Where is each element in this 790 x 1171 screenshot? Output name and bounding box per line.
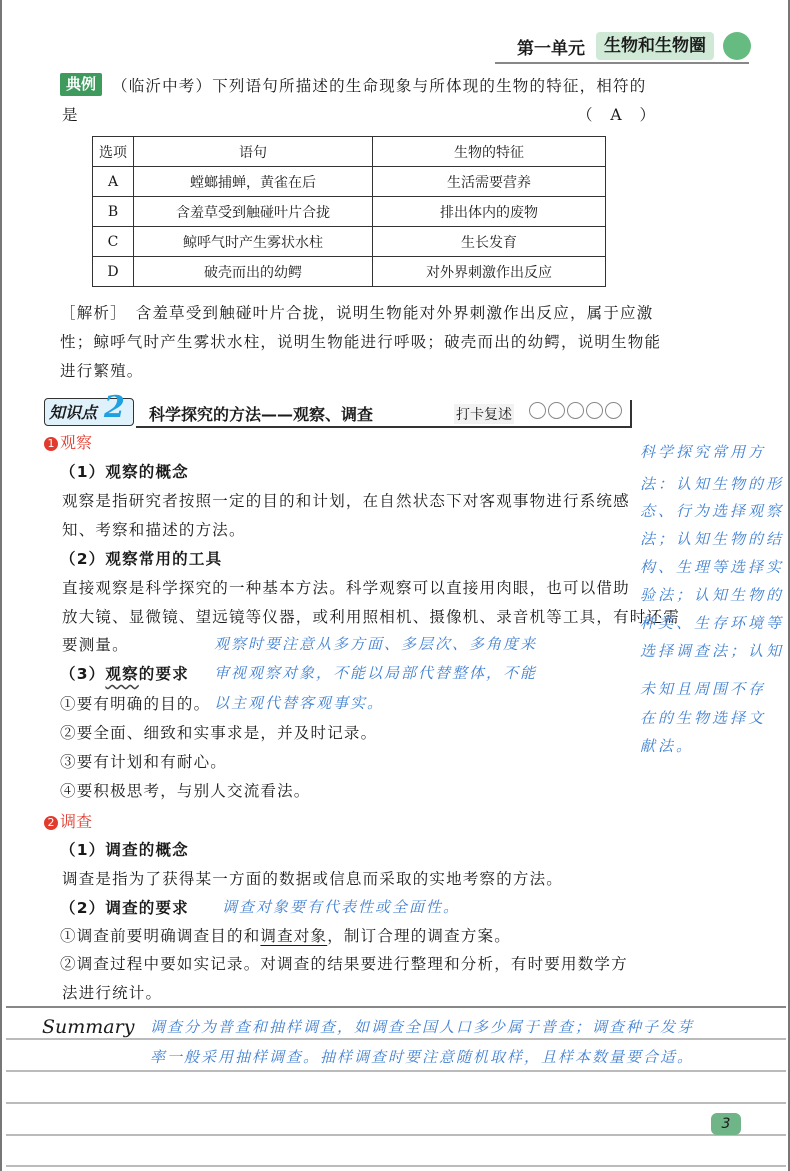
checkin-label: 打卡复述 [454,404,514,424]
marked-text: 调查对象 [260,927,328,945]
subheading-prefix: （3） [60,665,106,683]
green-circle-icon [723,32,751,60]
table-cell: A [93,167,134,197]
summary-note: 率一般采用抽样调查。抽样调查时要注意随机取样，且样本数量要合适。 [150,1048,695,1066]
table-cell: C [93,227,134,257]
table-cell: 含羞草受到触碰叶片合拢 [134,197,373,227]
answer: （ A ） [577,106,657,124]
section-number: 1 [44,437,58,451]
table-cell: B [93,197,134,227]
requirement-item: ④要积极思考，与别人交流看法。 [60,782,311,800]
knowledge-point-title: 科学探究的方法——观察、调查 [149,405,374,424]
note-line: 在的生物选择文 [640,709,767,727]
body-line: 观察是指研究者按照一定的目的和计划，在自然状态下对客观事物进行系统感 [62,492,630,510]
summary-note: 调查分为普查和抽样调查，如调查全国人口多少属于普查；调查种子发芽 [150,1018,695,1036]
requirement-item [60,924,511,946]
checkin-circle-icon[interactable] [567,402,584,419]
body-line: 放大镜、显微镜、望远镜等仪器，或利用照相机、摄像机、录音机等工具，有时还需 [62,608,680,626]
ruled-line [6,1134,786,1136]
observe-handwritten-note: 以主观代替客观事实。 [214,694,385,712]
table-cell: 对外界刺激作出反应 [373,257,606,287]
text: ①调查前要明确调查目的和 [60,927,261,945]
body-line: 调查是指为了获得某一方面的数据或信息而采取的实地考察的方法。 [62,870,564,888]
summary-label: Summary [42,1016,135,1038]
body-line: 直接观察是科学探究的一种基本方法。科学观察可以直接用肉眼，也可以借助 [62,579,630,597]
ruled-line [6,1165,786,1167]
banner-end [630,400,632,427]
subheading: （2）调查的要求 [60,899,189,917]
table-header: 选项 [93,137,134,167]
ruled-line [6,1038,786,1040]
note-line: 法；认知生物的结 [640,530,785,548]
observe-handwritten-note: 审视观察对象，不能以局部代替整体，不能 [214,664,538,682]
analysis-line: 进行繁殖。 [60,362,144,380]
question-text: （临沂中考）下列语句所描述的生命现象与所体现的生物的特征，相符的 [112,77,647,95]
analysis-line: ［解析］ 含羞草受到触碰叶片合拢，说明生物能对外界刺激作出反应，属于应激 [60,304,654,322]
note-line: 未知且周围不存 [640,680,767,698]
survey-handwritten-note: 调查对象要有代表性或全面性。 [222,898,461,916]
ruled-line [6,1070,786,1072]
table-cell: 生活需要营养 [373,167,606,197]
note-line: 验法；认知生物的 [640,586,785,604]
summary-divider [6,1006,786,1008]
subheading: （1）观察的概念 [60,463,189,481]
body-line: 要测量。 [62,636,129,654]
note-line: 选择调查法；认知 [640,642,785,660]
section-title: 调查 [60,812,93,831]
checkin-circle-icon[interactable] [548,402,565,419]
question-text: 是 [62,106,79,124]
table-header: 语句 [134,137,373,167]
requirement-item: ②调查过程中要如实记录。对调查的结果要进行整理和分析，有时要用数学方 [60,955,628,973]
table-cell: 螳螂捕蝉，黄雀在后 [134,167,373,197]
knowledge-point-label: 知识点 [44,398,134,426]
checkin-circle-icon[interactable] [586,402,603,419]
example-table [92,136,606,287]
table-cell: 生长发育 [373,227,606,257]
body-line: 法进行统计。 [62,984,163,1002]
header-divider [495,62,749,64]
note-line: 献法。 [640,737,695,755]
unit-label: 第一单元 [517,39,585,59]
body-line: 知、考察和描述的方法。 [62,521,246,539]
table-header-row [93,137,606,167]
requirement-item: ①要有明确的目的。 [60,695,211,713]
checkin-circles[interactable] [529,402,624,423]
requirement-item: ③要有计划和有耐心。 [60,753,228,771]
table-cell: 破壳而出的幼鳄 [134,257,373,287]
checkin-circle-icon[interactable] [529,402,546,419]
ruled-line [6,1102,786,1104]
section-heading-observe [44,430,92,453]
note-line: 态、行为选择观察 [640,502,785,520]
knowledge-point-banner [44,390,632,428]
subheading: （2）观察常用的工具 [60,550,223,568]
checkin-circle-icon[interactable] [605,402,622,419]
page-number: 3 [711,1113,741,1135]
table-row [93,197,606,227]
table-cell: 鲸呼气时产生雾状水柱 [134,227,373,257]
marked-text: 观察 [105,665,139,683]
table-header: 生物的特征 [373,137,606,167]
text: ，制订合理的调查方案。 [327,927,511,945]
subheading [60,662,189,684]
table-row [93,167,606,197]
table-row [93,227,606,257]
example-badge: 典例 [60,73,102,96]
requirement-item: ②要全面、细致和实事求是，并及时记录。 [60,724,378,742]
table-row [93,257,606,287]
note-line: 种类、生存环境等 [640,614,785,632]
section-title: 观察 [60,433,93,452]
section-number: 2 [44,816,58,830]
table-cell: 排出体内的废物 [373,197,606,227]
note-line: 法：认知生物的形 [640,475,785,493]
knowledge-point-number: 2 [104,390,125,425]
subheading-suffix: 的要求 [138,665,189,683]
table-cell: D [93,257,134,287]
note-line: 构、生理等选择实 [640,558,785,576]
subheading: （1）调查的概念 [60,841,189,859]
note-line: 科学探究常用方 [640,443,767,461]
analysis-line: 性；鲸呼气时产生雾状水柱，说明生物能进行呼吸；破壳而出的幼鳄，说明生物能 [60,333,662,351]
banner-underline [136,426,632,428]
section-heading-survey [44,809,92,832]
unit-title: 生物和生物圈 [596,32,714,60]
observe-handwritten-note: 观察时要注意从多方面、多层次、多角度来 [214,635,538,653]
